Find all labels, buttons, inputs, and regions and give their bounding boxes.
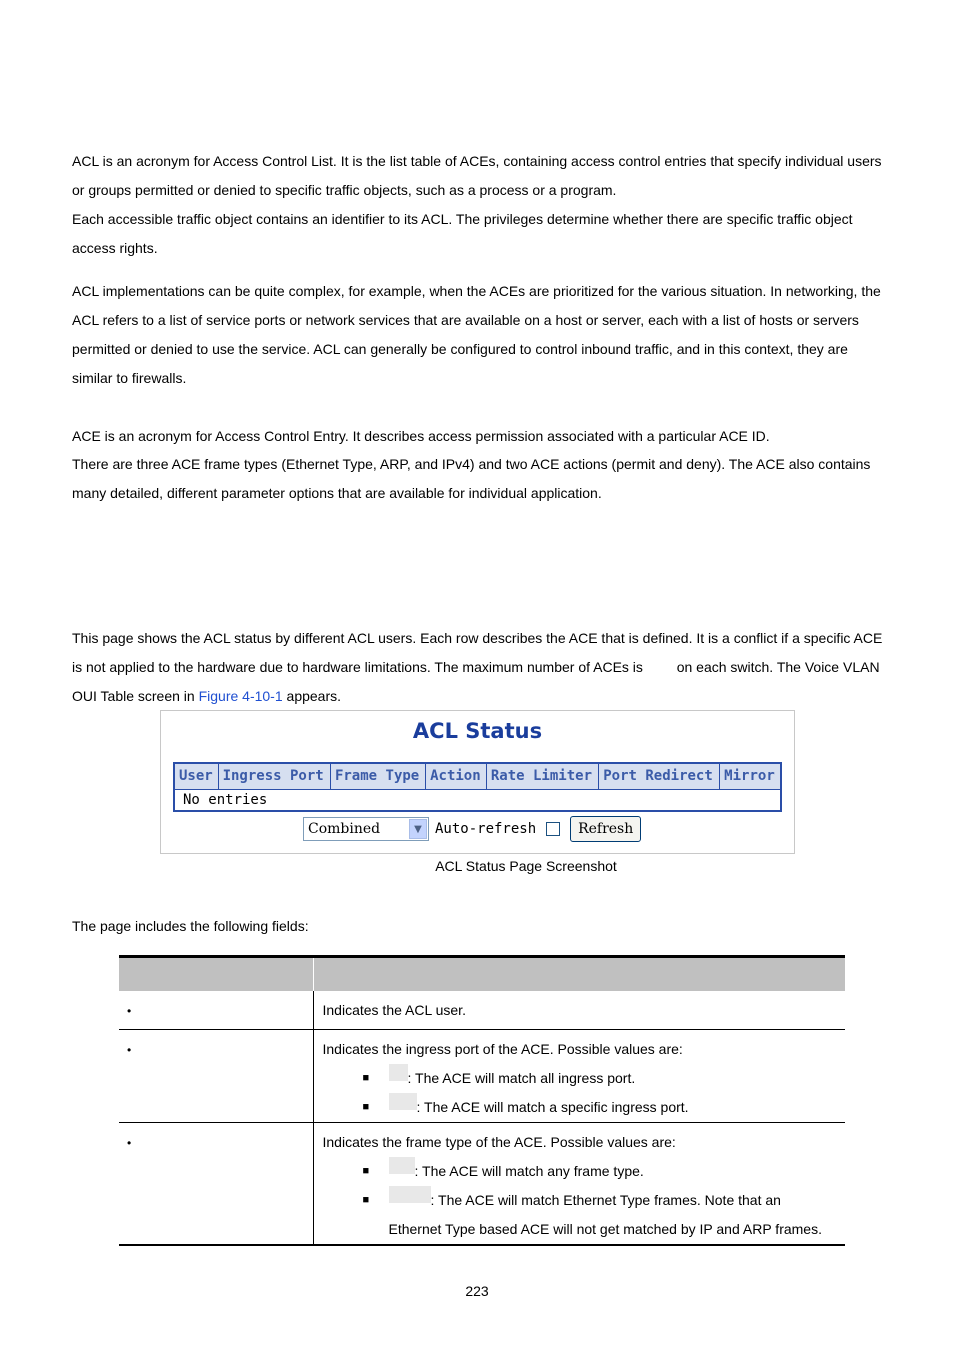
status-intro-paragraph bbox=[72, 624, 887, 711]
intro-paragraph-2: Each accessible traffic object contains an identifier to its ACL. The privileges determine whether there are specific traffic object access rights. bbox=[72, 211, 853, 256]
list-item-text: : The ACE will match all ingress port. bbox=[407, 1070, 636, 1086]
column-header-port-redirect: Port Redirect bbox=[599, 763, 720, 789]
page-number: 223 bbox=[465, 1283, 489, 1299]
auto-refresh-label: Auto-refresh bbox=[435, 821, 537, 837]
figure-caption: ACL Status Page Screenshot bbox=[435, 858, 617, 874]
bullet-icon: • bbox=[127, 1043, 132, 1057]
column-header-action: Action bbox=[426, 763, 487, 789]
fields-table bbox=[119, 955, 845, 1246]
list-item-text: : The ACE will match any frame type. bbox=[414, 1163, 644, 1179]
user-select-value: Combined bbox=[308, 821, 381, 837]
fields-header-object bbox=[119, 957, 313, 991]
bullet-icon: • bbox=[127, 1003, 132, 1018]
table-row bbox=[174, 789, 781, 811]
intro-paragraph-1: ACL is an acronym for Access Control List. It is the list table of ACEs, containing access control entries that specify individual users or groups permitted or denied to specific traffic objects, such as a process or a program. bbox=[72, 153, 882, 198]
square-bullet-icon: ■ bbox=[362, 1072, 370, 1084]
auto-refresh-checkbox[interactable] bbox=[546, 822, 560, 836]
field-description: Indicates the ingress port of the ACE. Possible values are: bbox=[322, 1041, 683, 1057]
fields-header-description bbox=[313, 957, 845, 991]
refresh-button[interactable]: Refresh bbox=[570, 816, 641, 842]
figure-link[interactable]: Figure 4-10-1 bbox=[198, 688, 283, 704]
fields-intro: The page includes the following fields: bbox=[72, 918, 309, 934]
list-item bbox=[323, 1157, 846, 1186]
intro-paragraph-4: ACE is an acronym for Access Control Entry. It describes access permission associated with a particular ACE ID. bbox=[72, 428, 770, 444]
acl-table-header-row bbox=[174, 763, 781, 789]
chevron-down-icon[interactable]: ▼ bbox=[409, 819, 427, 839]
status-intro-text-b: on each switch. The Voice VLAN OUI Table screen in bbox=[72, 659, 880, 704]
user-select[interactable] bbox=[303, 817, 429, 841]
bullet-icon: • bbox=[127, 1136, 132, 1150]
square-bullet-icon: ■ bbox=[362, 1165, 370, 1177]
table-row bbox=[119, 991, 845, 1030]
square-bullet-icon: ■ bbox=[362, 1101, 370, 1113]
acl-status-screenshot bbox=[160, 710, 795, 854]
list-item-continuation: Ethernet Type based ACE will not get matched by IP and ARP frames. bbox=[388, 1221, 822, 1237]
list-item-text: : The ACE will match Ethernet Type frames. Note that an bbox=[430, 1192, 781, 1208]
field-description: Indicates the frame type of the ACE. Possible values are: bbox=[322, 1134, 676, 1150]
list-item-text: : The ACE will match a specific ingress port. bbox=[416, 1099, 689, 1115]
status-intro-text-c: appears. bbox=[286, 688, 342, 704]
field-description: Indicates the ACL user. bbox=[322, 1001, 466, 1018]
acl-status-table bbox=[173, 762, 782, 812]
acl-controls bbox=[303, 816, 641, 842]
intro-paragraph-5: There are three ACE frame types (Ethernet Type, ARP, and IPv4) and two ACE actions (permit and deny). The ACE also contains many detailed, different parameter options that are available for individual application. bbox=[72, 456, 871, 501]
list-item bbox=[323, 1093, 846, 1122]
status-intro-text-a: This page shows the ACL status by different ACL users. Each row describes the ACE that is defined. It is a conflict if a specific ACE is not applied to the hardware due to hardware limitations. The maximum number of ACEs is bbox=[72, 630, 883, 675]
column-header-frame-type: Frame Type bbox=[330, 763, 425, 789]
column-header-mirror: Mirror bbox=[720, 763, 781, 789]
fields-table-header bbox=[119, 957, 845, 991]
table-row bbox=[119, 1030, 845, 1123]
no-entries-text: No entries bbox=[174, 789, 781, 811]
list-item bbox=[323, 1186, 846, 1215]
column-header-ingress-port: Ingress Port bbox=[218, 763, 330, 789]
intro-paragraph-3: ACL implementations can be quite complex, for example, when the ACEs are prioritized for the various situation. In networking, the ACL refers to a list of service ports or network services that are available on a host or server, each with a list of hosts or servers permitted or denied to use the service. ACL can generally be configured to control inbound traffic, and in this context, they are similar to firewalls. bbox=[72, 283, 881, 386]
column-header-user: User bbox=[174, 763, 218, 789]
list-item bbox=[323, 1064, 846, 1093]
square-bullet-icon: ■ bbox=[362, 1194, 370, 1206]
column-header-rate-limiter: Rate Limiter bbox=[486, 763, 598, 789]
acl-status-title: ACL Status bbox=[412, 719, 543, 743]
table-row bbox=[119, 1123, 845, 1246]
